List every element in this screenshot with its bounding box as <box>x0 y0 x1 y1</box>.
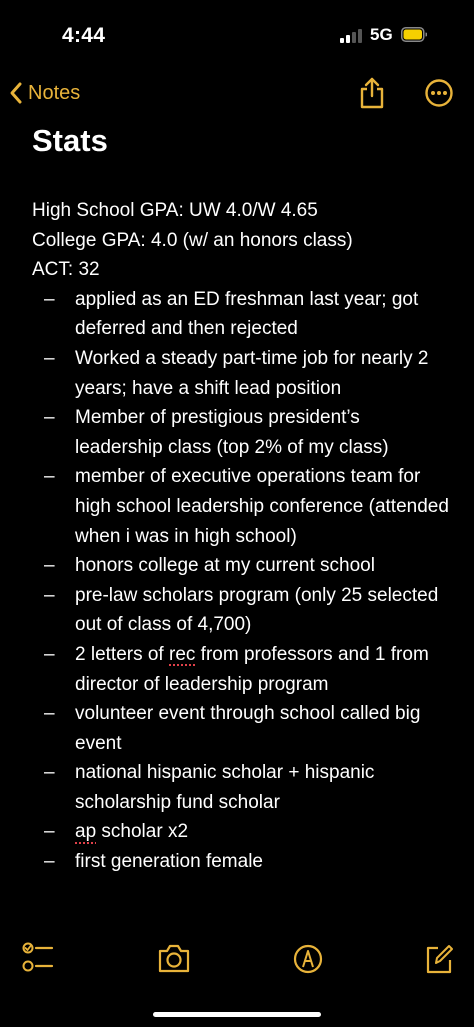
list-item: – Worked a steady part-time job for nearly 2 years; have a shift lead position <box>32 344 452 403</box>
list-item: – 2 letters of rec from professors and 1 from director of leadership program <box>32 640 452 699</box>
compose-icon[interactable] <box>424 940 454 976</box>
navigation-bar <box>0 70 474 116</box>
note-title: Stats <box>32 123 108 158</box>
camera-icon[interactable] <box>157 940 191 976</box>
note-body <box>32 196 452 877</box>
list-item: – volunteer event through school called big event <box>32 699 452 758</box>
bottom-toolbar <box>0 940 474 982</box>
spellcheck-underline[interactable]: ap <box>75 821 97 843</box>
bullet-dash: – <box>44 466 55 488</box>
bullet-dash: – <box>44 703 55 725</box>
bullet-list <box>32 285 452 877</box>
spellcheck-underline[interactable]: rec <box>169 643 196 665</box>
list-item: – national hispanic scholar + hispanic scholarship fund scholar <box>32 758 452 817</box>
note-line-act: ACT: 32 <box>32 259 100 281</box>
bullet-dash: – <box>44 288 55 310</box>
bullet-dash: – <box>44 851 55 873</box>
list-item: – honors college at my current school <box>32 551 452 581</box>
battery-icon <box>401 27 427 42</box>
chevron-left-icon <box>8 81 24 105</box>
note-content[interactable] <box>32 118 452 877</box>
list-item: – Member of prestigious president’s leadership class (top 2% of my class) <box>32 403 452 462</box>
status-time: 4:44 <box>62 24 106 47</box>
list-item: – member of executive operations team for high school leadership conference (attended when i was in high school) <box>32 462 452 551</box>
checklist-icon[interactable] <box>22 940 54 976</box>
ellipsis-circle-icon[interactable] <box>424 78 454 108</box>
back-button-label: Notes <box>28 81 81 104</box>
bullet-dash: – <box>44 407 55 429</box>
bullet-dash: – <box>44 762 55 784</box>
list-item: – pre-law scholars program (only 25 selected out of class of 4,700) <box>32 581 452 640</box>
bullet-dash: – <box>44 643 55 665</box>
status-bar <box>0 0 474 70</box>
cellular-signal-icon <box>340 29 364 43</box>
list-item: – ap scholar x2 <box>32 817 452 847</box>
home-indicator[interactable] <box>153 1012 321 1017</box>
back-button[interactable] <box>8 78 80 108</box>
bullet-dash: – <box>44 347 55 369</box>
network-type: 5G <box>370 25 393 44</box>
share-icon[interactable] <box>357 76 387 110</box>
markup-pen-icon[interactable] <box>292 940 324 976</box>
bullet-dash: – <box>44 555 55 577</box>
list-item: – applied as an ED freshman last year; got deferred and then rejected <box>32 285 452 344</box>
bullet-dash: – <box>44 821 55 843</box>
note-line-hs-gpa: High School GPA: UW 4.0/W 4.65 <box>32 200 318 221</box>
list-item: – first generation female <box>32 847 452 877</box>
bullet-dash: – <box>44 584 55 606</box>
note-line-college-gpa: College GPA: 4.0 (w/ an honors class) <box>32 229 353 251</box>
